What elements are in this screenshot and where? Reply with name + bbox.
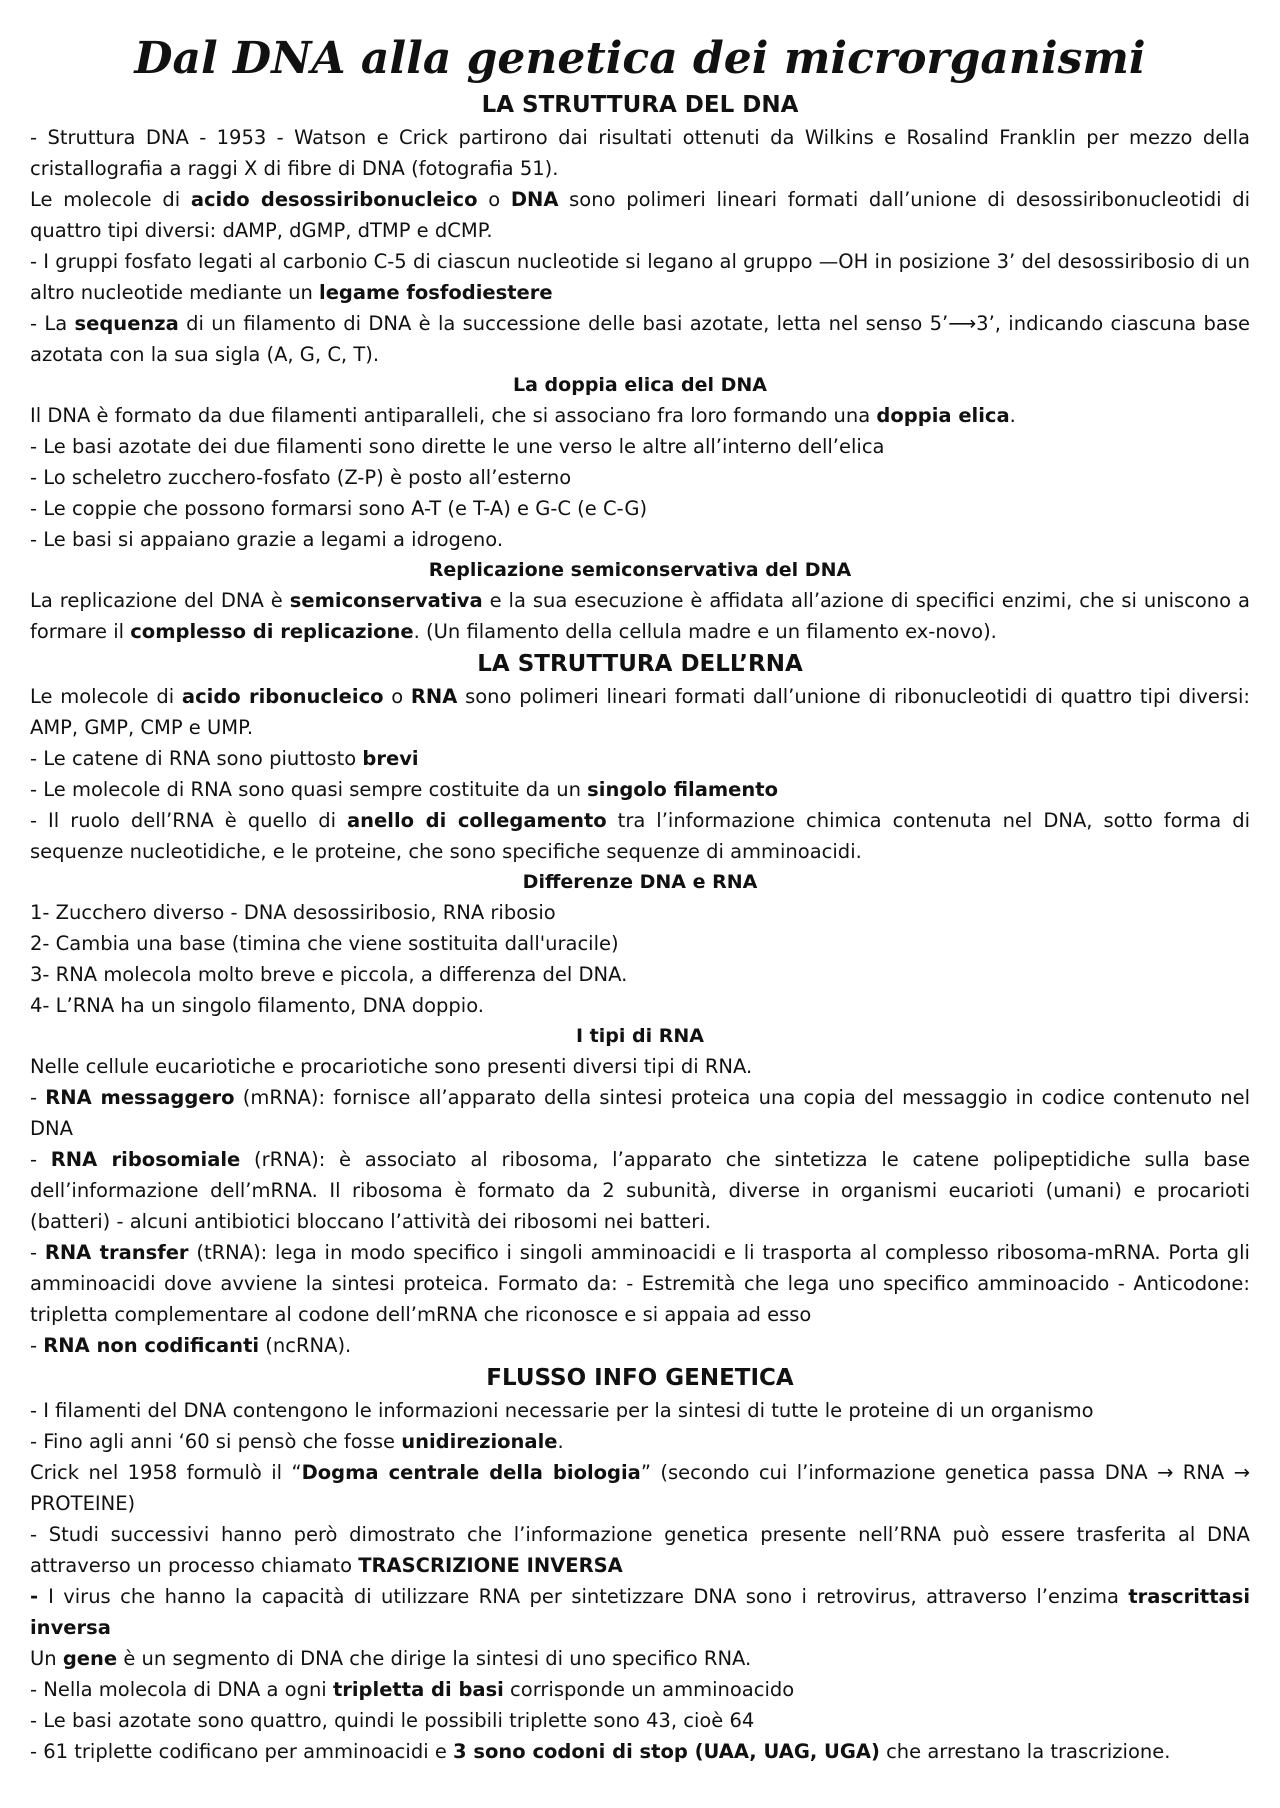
paragraph: - Le basi azotate sono quattro, quindi le possibili triplette sono 43, cioè 64 (30, 1709, 755, 1732)
subheading-replication: Replicazione semiconservativa del DNA (428, 559, 852, 581)
paragraph: - Le molecole di RNA sono quasi sempre costituite da un singolo filamento (30, 778, 779, 801)
paragraph: - Fino agli anni ‘60 si pensò che fosse unidirezionale. (30, 1430, 564, 1453)
paragraph: - RNA transfer (tRNA): lega in modo specifico i singoli amminoacidi e li trasporta al complesso ribosoma-mRNA. Porta gli amminoacidi dove avviene la sintesi proteica. Formato da: - Estremità che lega uno specifico amminoacido - Anticodone: tripletta complementare al codone dell’mRNA che riconosce e si appaia ad esso (30, 1241, 1250, 1326)
paragraph: - Le basi azotate dei due filamenti sono dirette le une verso le altre all’interno dell’elica (30, 435, 885, 458)
paragraph: - Le coppie che possono formarsi sono A-T (e T-A) e G-C (e C-G) (30, 497, 648, 520)
paragraph: Le molecole di acido desossiribonucleico o DNA sono polimeri lineari formati dall’unione di desossiribonucleotidi di quattro tipi diversi: dAMP, dGMP, dTMP e dCMP. (30, 188, 1250, 242)
paragraph: - I filamenti del DNA contengono le informazioni necessarie per la sintesi di tutte le proteine di un organismo (30, 1399, 1094, 1422)
paragraph: - Le catene di RNA sono piuttosto brevi (30, 747, 419, 770)
paragraph: - I virus che hanno la capacità di utilizzare RNA per sintetizzare DNA sono i retrovirus, attraverso l’enzima trascrittasi inversa (30, 1585, 1250, 1639)
paragraph: - La sequenza di un filamento di DNA è la successione delle basi azotate, letta nel senso 5’⟶3’, indicando ciascuna base azotata con la sua sigla (A, G, C, T). (30, 312, 1250, 366)
paragraph: - RNA non codificanti (ncRNA). (30, 1334, 352, 1357)
paragraph: - RNA messaggero (mRNA): fornisce all’apparato della sintesi proteica una copia del messaggio in codice contenuto nel DNA (30, 1086, 1250, 1140)
paragraph: - Lo scheletro zucchero-fosfato (Z-P) è posto all’esterno (30, 466, 572, 489)
paragraph: La replicazione del DNA è semiconservativa e la sua esecuzione è affidata all’azione di specifici enzimi, che si uniscono a formare il complesso di replicazione. (Un filamento della cellula madre e un filamento ex-novo). (30, 589, 1250, 643)
paragraph: - RNA ribosomiale (rRNA): è associato al ribosoma, l’apparato che sintetizza le catene polipeptidiche sulla base dell’informazione dell’mRNA. Il ribosoma è formato da 2 subunità, diverse in organismi eucarioti (umani) e procarioti (batteri) - alcuni antibiotici bloccano l’attività dei ribosomi nei batteri. (30, 1148, 1250, 1233)
section-heading-genetic-flow: FLUSSO INFO GENETICA (486, 1365, 794, 1391)
paragraph: Le molecole di acido ribonucleico o RNA sono polimeri lineari formati dall’unione di ribonucleotidi di quattro tipi diversi: AMP, GMP, CMP e UMP. (30, 685, 1250, 739)
list-item: 3- RNA molecola molto breve e piccola, a differenza del DNA. (30, 963, 628, 986)
section-heading-rna-structure: LA STRUTTURA DELL’RNA (477, 651, 803, 677)
section-heading-dna-structure: LA STRUTTURA DEL DNA (481, 92, 799, 118)
document-title: Dal DNA alla genetica dei microrganismi (134, 33, 1146, 84)
paragraph: - Le basi si appaiano grazie a legami a idrogeno. (30, 528, 504, 551)
paragraph: Il DNA è formato da due filamenti antiparalleli, che si associano fra loro formando una doppia elica. (30, 404, 1016, 427)
list-item: 2- Cambia una base (timina che viene sostituita dall'uracile) (30, 932, 619, 955)
paragraph: - 61 triplette codificano per amminoacidi e 3 sono codoni di stop (UAA, UAG, UGA) che arrestano la trascrizione. (30, 1740, 1171, 1763)
paragraph: - Studi successivi hanno però dimostrato che l’informazione genetica presente nell’RNA può essere trasferita al DNA attraverso un processo chiamato TRASCRIZIONE INVERSA (30, 1523, 1250, 1577)
paragraph: Crick nel 1958 formulò il “Dogma centrale della biologia” (secondo cui l’informazione genetica passa DNA → RNA → PROTEINE) (30, 1461, 1250, 1515)
subheading-rna-types: I tipi di RNA (576, 1025, 704, 1047)
paragraph: - I gruppi fosfato legati al carbonio C-5 di ciascun nucleotide si legano al gruppo —OH in posizione 3’ del desossiribosio di un altro nucleotide mediante un legame fosfodiestere (30, 250, 1250, 304)
subheading-double-helix: La doppia elica del DNA (513, 374, 767, 396)
subheading-differences: Differenze DNA e RNA (522, 871, 758, 893)
paragraph: - Struttura DNA - 1953 - Watson e Crick partirono dai risultati ottenuti da Wilkins e Rosalind Franklin per mezzo della cristallografia a raggi X di fibre di DNA (fotografia 51). (30, 126, 1250, 180)
paragraph: Nelle cellule eucariotiche e procariotiche sono presenti diversi tipi di RNA. (30, 1055, 753, 1078)
paragraph: Un gene è un segmento di DNA che dirige la sintesi di uno specifico RNA. (30, 1647, 752, 1670)
list-item: 1- Zucchero diverso - DNA desossiribosio, RNA ribosio (30, 901, 556, 924)
list-item: 4- L’RNA ha un singolo filamento, DNA doppio. (30, 994, 484, 1017)
paragraph: - Il ruolo dell’RNA è quello di anello di collegamento tra l’informazione chimica contenuta nel DNA, sotto forma di sequenze nucleotidiche, e le proteine, che sono specifiche sequenze di amminoacidi. (30, 809, 1250, 863)
paragraph: - Nella molecola di DNA a ogni tripletta di basi corrisponde un amminoacido (30, 1678, 795, 1701)
